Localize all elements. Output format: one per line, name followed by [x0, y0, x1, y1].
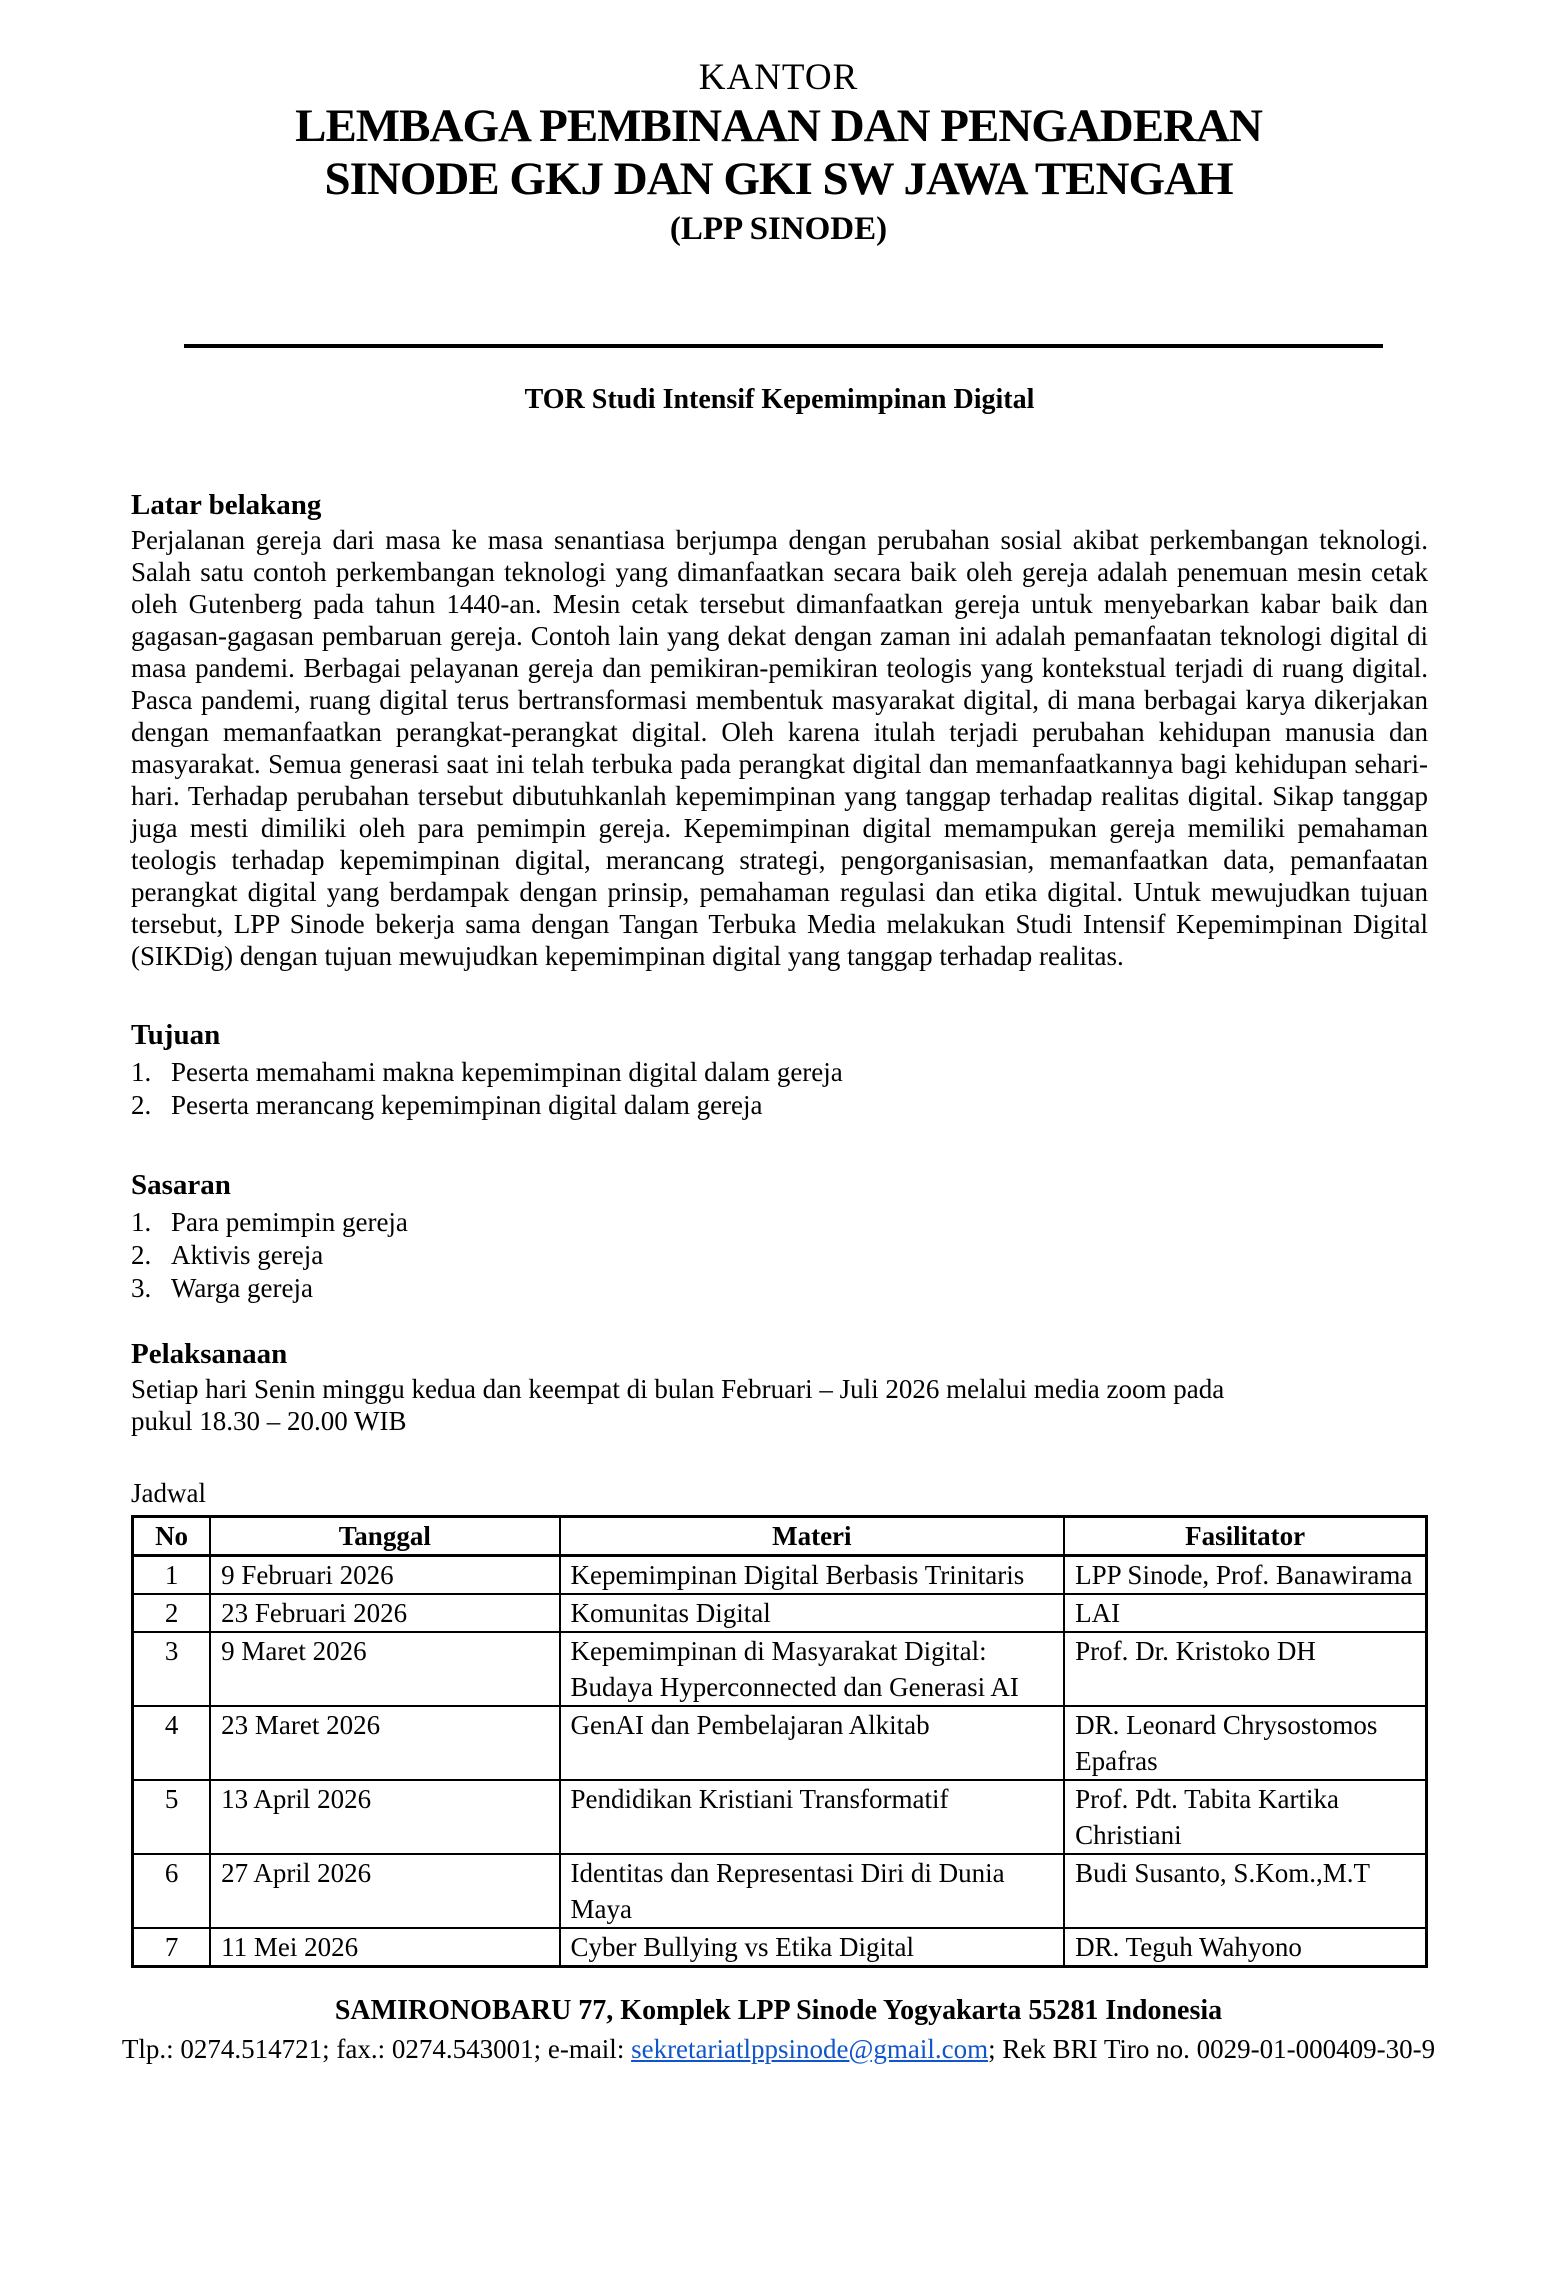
letterhead-org-line1: LEMBAGA PEMBINAAN DAN PENGADERAN [295, 100, 1262, 152]
cell-fasilitator: LAI [1064, 1594, 1426, 1632]
list-item-text: Peserta merancang kepemimpinan digital dalam gereja [171, 1090, 763, 1120]
footer-contact-prefix: Tlp.: 0274.514721; fax.: 0274.543001; e-mail: [121, 2034, 632, 2064]
cell-no: 2 [133, 1594, 211, 1632]
section-heading-sasaran: Sasaran [131, 1169, 231, 1201]
letterhead [0, 0, 1557, 248]
jadwal-header-no: No [133, 1517, 211, 1556]
jadwal-header-fasilitator: Fasilitator [1064, 1517, 1426, 1556]
tujuan-list [131, 1056, 1428, 1122]
cell-no: 5 [133, 1780, 211, 1854]
cell-materi: Kepemimpinan di Masyarakat Digital: Budaya Hyperconnected dan Generasi AI [560, 1632, 1065, 1706]
document-title: TOR Studi Intensif Kepemimpinan Digital [524, 384, 1035, 415]
page-footer [0, 1994, 1557, 2066]
cell-fasilitator: DR. Leonard Chrysostomos Epafras [1064, 1706, 1426, 1780]
table-row [133, 1632, 1427, 1706]
footer-contact-suffix: ; Rek BRI Tiro no. 0029-01-000409-30-9 [988, 2034, 1436, 2064]
section-heading-tujuan: Tujuan [131, 1019, 221, 1051]
jadwal-table [131, 1515, 1428, 1968]
list-item [131, 1206, 1428, 1239]
section-heading-pelaksanaan: Pelaksanaan [131, 1338, 288, 1370]
latar-belakang-paragraph: Perjalanan gereja dari masa ke masa senantiasa berjumpa dengan perubahan sosial akibat perkembangan teknologi. Salah satu contoh perkembangan teknologi yang dimanfaatkan secara baik oleh gereja adalah penemuan mesin cetak oleh Gutenberg pada tahun 1440-an. Mesin cetak tersebut dimanfaatkan gereja untuk menyebarkan kabar baik dan gagasan-gagasan pembaruan gereja. Contoh lain yang dekat dengan zaman ini adalah pemanfaatan teknologi digital di masa pandemi. Berbagai pelayanan gereja dan pemikiran-pemikiran teologis yang kontekstual terjadi di ruang digital. Pasca pandemi, ruang digital terus bertransformasi membentuk masyarakat digital, di mana berbagai karya dikerjakan dengan memanfaatkan perangkat-perangkat digital. Oleh karena itulah terjadi perubahan kehidupan manusia dan masyarakat. Semua generasi saat ini telah terbuka pada perangkat digital dan memanfaatkannya bagi kehidupan sehari-hari. Terhadap perubahan tersebut dibutuhkanlah kepemimpinan yang tanggap terhadap realitas digital. Sikap tanggap juga mesti dimiliki oleh para pemimpin gereja. Kepemimpinan digital memampukan gereja memiliki pemahaman teologis terhadap kepemimpinan digital, merancang strategi, pengorganisasian, memanfaatkan data, pemanfaatan perangkat digital yang berdampak dengan prinsip, pemahaman regulasi dan etika digital. Untuk mewujudkan tujuan tersebut, LPP Sinode bekerja sama dengan Tangan Terbuka Media melakukan Studi Intensif Kepemimpinan Digital (SIKDig) dengan tujuan mewujudkan kepemimpinan digital yang tanggap terhadap realitas. [131, 525, 1428, 971]
footer-address: SAMIRONOBARU 77, Komplek LPP Sinode Yogyakarta 55281 Indonesia [334, 1995, 1223, 2026]
cell-tanggal: 9 Maret 2026 [210, 1632, 559, 1706]
cell-materi: Pendidikan Kristiani Transformatif [560, 1780, 1065, 1854]
list-item-text: Aktivis gereja [171, 1240, 324, 1270]
table-row [133, 1706, 1427, 1780]
cell-fasilitator: Prof. Pdt. Tabita Kartika Christiani [1064, 1780, 1426, 1854]
list-item [131, 1272, 1428, 1305]
cell-materi: Komunitas Digital [560, 1594, 1065, 1632]
jadwal-header-tanggal: Tanggal [210, 1517, 559, 1556]
table-row [133, 1854, 1427, 1928]
cell-materi: Cyber Bullying vs Etika Digital [560, 1928, 1065, 1967]
cell-tanggal: 23 Februari 2026 [210, 1594, 559, 1632]
list-item-text: Para pemimpin gereja [171, 1207, 408, 1237]
letterhead-abbreviation: (LPP SINODE) [669, 211, 888, 247]
list-item-text: Warga gereja [171, 1273, 313, 1303]
list-item [131, 1239, 1428, 1272]
cell-no: 1 [133, 1556, 211, 1595]
header-divider-rule [184, 344, 1383, 348]
table-row [133, 1594, 1427, 1632]
jadwal-header-materi: Materi [560, 1517, 1065, 1556]
cell-fasilitator: Prof. Dr. Kristoko DH [1064, 1632, 1426, 1706]
list-item [131, 1056, 1428, 1089]
sasaran-list [131, 1206, 1428, 1305]
pelaksanaan-paragraph: Setiap hari Senin minggu kedua dan keempat di bulan Februari – Juli 2026 melalui media zoom pada pukul 18.30 – 20.00 WIB [131, 1374, 1225, 1436]
section-heading-latar-belakang: Latar belakang [131, 489, 322, 521]
list-item-text: Peserta memahami makna kepemimpinan digital dalam gereja [171, 1057, 843, 1087]
cell-fasilitator: DR. Teguh Wahyono [1064, 1928, 1426, 1967]
cell-tanggal: 9 Februari 2026 [210, 1556, 559, 1595]
cell-tanggal: 27 April 2026 [210, 1854, 559, 1928]
cell-tanggal: 13 April 2026 [210, 1780, 559, 1854]
table-row [133, 1928, 1427, 1967]
cell-no: 3 [133, 1632, 211, 1706]
cell-fasilitator: LPP Sinode, Prof. Banawirama [1064, 1556, 1426, 1595]
list-item [131, 1089, 1428, 1122]
document-body [0, 384, 1557, 1968]
cell-tanggal: 23 Maret 2026 [210, 1706, 559, 1780]
cell-tanggal: 11 Mei 2026 [210, 1928, 559, 1967]
table-row [133, 1780, 1427, 1854]
table-row [133, 1556, 1427, 1595]
cell-materi: Identitas dan Representasi Diri di Dunia Maya [560, 1854, 1065, 1928]
cell-fasilitator: Budi Susanto, S.Kom.,M.T [1064, 1854, 1426, 1928]
email-link[interactable]: sekretariatlppsinode@gmail.com [631, 2034, 989, 2064]
table-header-row [133, 1517, 1427, 1556]
jadwal-label: Jadwal [131, 1478, 206, 1508]
cell-no: 7 [133, 1928, 211, 1967]
cell-materi: GenAI dan Pembelajaran Alkitab [560, 1706, 1065, 1780]
cell-no: 4 [133, 1706, 211, 1780]
footer-contact-line [0, 2032, 1557, 2066]
letterhead-org-line2: SINODE GKJ DAN GKI SW JAWA TENGAH [324, 153, 1233, 205]
cell-materi: Kepemimpinan Digital Berbasis Trinitaris [560, 1556, 1065, 1595]
letterhead-office: KANTOR [698, 57, 859, 98]
cell-no: 6 [133, 1854, 211, 1928]
